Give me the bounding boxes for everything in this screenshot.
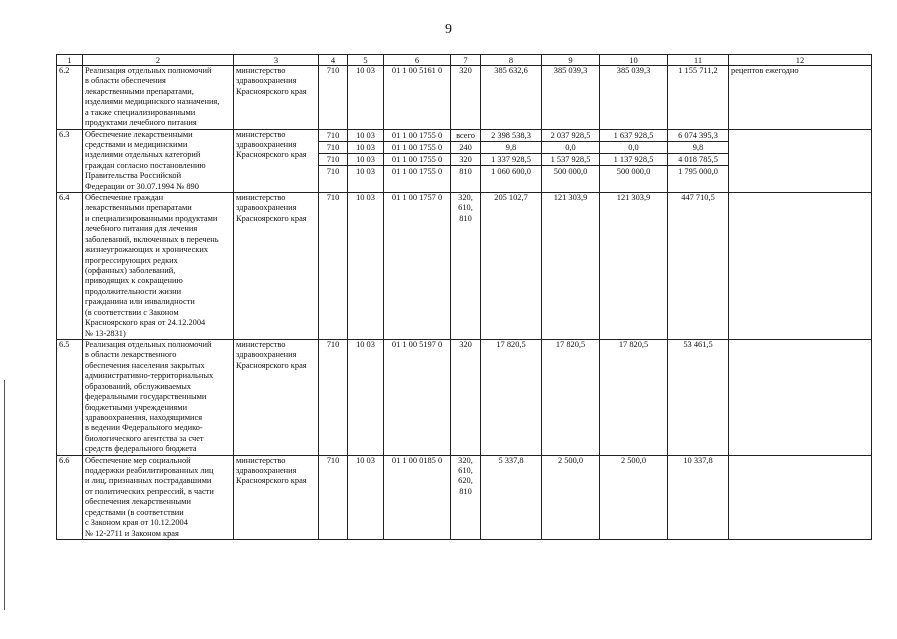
grbs-value: 710 — [326, 66, 340, 75]
rzpr-cell — [348, 129, 384, 193]
y1-cell — [481, 455, 542, 539]
agency-cell-line: здравоохранения — [236, 139, 297, 149]
header-cell: 11 — [668, 55, 729, 66]
grbs-value: 710 — [326, 455, 340, 465]
y2-value: 500 000,0 — [553, 166, 588, 176]
csr-value: 01 1 00 1755 0 — [391, 166, 443, 176]
description-cell-line: лекарственными препаратами — [85, 203, 192, 213]
y2-value: 1 537 928,5 — [542, 154, 599, 166]
description-cell-line: бюджетными учреждениями — [85, 402, 188, 412]
description-cell-line: Красноярского края от 24.12.2004 — [85, 318, 206, 328]
csr-value: 01 1 00 0185 0 — [391, 455, 443, 465]
description-cell — [83, 339, 234, 455]
description-cell-line: обеспечения лекарственными — [85, 497, 191, 507]
csr-cell — [384, 66, 451, 130]
rzpr-value: 10 03 — [356, 455, 375, 465]
header-cell: 8 — [481, 55, 542, 66]
margin-line — [4, 380, 5, 610]
grbs-value: 710 — [319, 130, 347, 142]
description-cell-line: Обеспечение граждан — [85, 193, 164, 203]
agency-cell-line: Красноярского края — [236, 360, 307, 370]
vr-cell — [451, 129, 481, 193]
budget-table — [56, 54, 872, 540]
csr-value: 01 1 00 5161 0 — [391, 66, 443, 75]
y2-cell — [542, 339, 600, 455]
y3-cell — [600, 339, 668, 455]
description-cell-line: граждан согласно постановлению — [85, 160, 206, 170]
header-cell: 6 — [384, 55, 451, 66]
rzpr-value: 10 03 — [348, 154, 383, 166]
csr-cell — [384, 129, 451, 193]
csr-cell — [384, 339, 451, 455]
grbs-cell — [319, 193, 348, 340]
description-cell-line: федеральными государственными — [85, 392, 207, 402]
table-row — [57, 339, 872, 455]
y3-value: 2 500,0 — [620, 455, 647, 465]
total-cell — [668, 66, 729, 130]
grbs-cell — [319, 339, 348, 455]
description-cell-line: Обеспечение лекарственными — [85, 129, 193, 139]
description-cell-line: (в соответствии с Законом — [85, 307, 179, 317]
row-id — [57, 455, 83, 539]
row-id — [57, 66, 83, 130]
description-cell-line: в ведении Федерального медико- — [85, 423, 203, 433]
vr-value: 810 — [459, 486, 472, 496]
description-cell-line: приводящих к сокращению — [85, 276, 183, 286]
vr-value: 620, — [458, 476, 473, 486]
rzpr-cell — [348, 339, 384, 455]
y1-value: 1 060 600,0 — [491, 166, 531, 176]
description-cell-line: изделиями отдельных категорий — [85, 150, 201, 160]
vr-value: 810 — [459, 213, 472, 223]
description-cell-line: административно-территориальных — [85, 371, 214, 381]
agency-cell — [234, 193, 319, 340]
agency-cell-line: Красноярского края — [236, 213, 307, 223]
agency-cell — [234, 66, 319, 130]
header-cell: 4 — [319, 55, 348, 66]
y1-value: 17 820,5 — [496, 339, 526, 349]
y2-value: 2 500,0 — [557, 455, 584, 465]
agency-cell-line: здравоохранения — [236, 203, 297, 213]
rzpr-cell — [348, 455, 384, 539]
grbs-value: 710 — [326, 193, 340, 203]
table-row — [57, 455, 872, 539]
description-cell-line: лекарственными препаратами, — [85, 86, 194, 96]
y1-cell — [481, 193, 542, 340]
agency-cell-line: здравоохранения — [236, 466, 297, 476]
agency-cell-line: министерство — [236, 129, 286, 139]
vr-value: 610, — [458, 466, 473, 476]
note-cell — [729, 339, 872, 455]
y2-value: 17 820,5 — [555, 339, 586, 349]
rzpr-value: 10 03 — [348, 130, 383, 142]
description-cell-line: лечебного питания для лечения — [85, 224, 198, 234]
y1-value: 9,8 — [481, 142, 541, 154]
y3-value: 121 303,9 — [616, 193, 651, 203]
y1-value: 5 337,8 — [498, 455, 524, 465]
vr-value: 320, — [458, 193, 473, 203]
vr-value: 240 — [451, 142, 480, 154]
row-id-text: 6.3 — [59, 129, 70, 139]
description-cell-line: средств федерального бюджета — [85, 444, 197, 454]
csr-value: 01 1 00 1757 0 — [391, 193, 443, 203]
vr-value: 320 — [459, 66, 472, 75]
note-text: рецептов ежегодно — [731, 66, 799, 75]
vr-value: 320, — [458, 455, 473, 465]
description-cell-line: продолжительности жизни — [85, 286, 182, 296]
total-value: 9,8 — [668, 142, 728, 154]
header-cell: 1 — [57, 55, 83, 66]
description-cell-line: № 13-2831) — [85, 328, 126, 338]
description-cell-line: от политических репрессий, в части — [85, 486, 214, 496]
grbs-cell — [319, 129, 348, 193]
description-cell-line: средствами (в соответствии — [85, 507, 184, 517]
vr-cell — [451, 455, 481, 539]
description-cell-line: заболеваний, включенных в перечень — [85, 234, 219, 244]
agency-cell-line: Красноярского края — [236, 86, 307, 96]
note-cell — [729, 455, 872, 539]
y2-cell — [542, 193, 600, 340]
row-id-text: 6.6 — [59, 455, 70, 465]
csr-value: 01 1 00 1755 0 — [384, 130, 450, 142]
rzpr-value: 10 03 — [348, 142, 383, 154]
description-cell-line: Обеспечение мер социальной — [85, 455, 191, 465]
vr-value: 320 — [451, 154, 480, 166]
vr-cell — [451, 339, 481, 455]
agency-cell-line: здравоохранения — [236, 350, 297, 360]
y1-value: 2 398 538,3 — [481, 130, 541, 142]
description-cell-line: с Законом края от 10.12.2004 — [85, 518, 188, 528]
row-id-text: 6.2 — [59, 66, 70, 75]
agency-cell-line: министерство — [236, 66, 286, 75]
description-cell-line: продуктами лечебного питания — [85, 118, 197, 128]
row-id — [57, 339, 83, 455]
rzpr-value: 10 03 — [356, 339, 375, 349]
y1-value: 1 337 928,5 — [481, 154, 541, 166]
y3-value: 0,0 — [600, 142, 667, 154]
total-value: 10 337,8 — [683, 455, 713, 465]
description-cell-line: здравоохранения, находящимися — [85, 412, 203, 422]
agency-cell — [234, 455, 319, 539]
rzpr-cell — [348, 193, 384, 340]
agency-cell-line: министерство — [236, 193, 286, 203]
header-cell: 7 — [451, 55, 481, 66]
grbs-cell — [319, 455, 348, 539]
grbs-cell — [319, 66, 348, 130]
csr-value: 01 1 00 5197 0 — [391, 339, 443, 349]
description-cell-line: № 12-2711 и Законом края — [85, 528, 179, 538]
y1-value: 205 102,7 — [494, 193, 528, 203]
vr-cell — [451, 66, 481, 130]
total-value: 1 795 000,0 — [678, 166, 718, 176]
total-value: 1 155 711,2 — [678, 66, 718, 75]
y2-value: 0,0 — [542, 142, 599, 154]
y3-value: 1 137 928,5 — [600, 154, 667, 166]
total-value: 447 710,5 — [681, 193, 715, 203]
description-cell-line: поддержки реабилитированных лиц — [85, 466, 214, 476]
note-cell — [729, 129, 872, 193]
description-cell-line: гражданина или инвалидности — [85, 297, 195, 307]
rzpr-cell — [348, 66, 384, 130]
description-cell — [83, 455, 234, 539]
csr-value: 01 1 00 1755 0 — [384, 154, 450, 166]
total-cell — [668, 339, 729, 455]
note-cell — [729, 193, 872, 340]
agency-cell — [234, 129, 319, 193]
description-cell-line: прогрессирующих редких — [85, 255, 178, 265]
header-row — [57, 55, 872, 66]
description-cell — [83, 66, 234, 130]
y3-value: 500 000,0 — [616, 166, 651, 176]
grbs-value: 710 — [319, 154, 347, 166]
header-cell: 3 — [234, 55, 319, 66]
rzpr-value: 10 03 — [356, 193, 375, 203]
description-cell — [83, 193, 234, 340]
row-id — [57, 193, 83, 340]
header-cell: 2 — [83, 55, 234, 66]
y2-value: 121 303,9 — [553, 193, 588, 203]
description-cell-line: Правительства Российской — [85, 171, 182, 181]
rzpr-value: 10 03 — [356, 166, 375, 176]
vr-value: всего — [451, 130, 480, 142]
description-cell-line: в области обеспечения — [85, 76, 166, 86]
y1-value: 385 632,6 — [494, 66, 528, 75]
table-row — [57, 129, 872, 193]
csr-value: 01 1 00 1755 0 — [384, 142, 450, 154]
description-cell-line: биологического агентства за счет — [85, 433, 204, 443]
rzpr-value: 10 03 — [356, 66, 375, 75]
description-cell-line: Реализация отдельных полномочий — [85, 66, 212, 75]
csr-cell — [384, 455, 451, 539]
total-value: 53 461,5 — [683, 339, 713, 349]
total-value: 6 074 395,3 — [668, 130, 728, 142]
table-row — [57, 193, 872, 340]
description-cell-line: и специализированными продуктами — [85, 213, 218, 223]
row-id-text: 6.5 — [59, 339, 70, 349]
y2-cell — [542, 129, 600, 193]
description-cell-line: образований, обслуживаемых — [85, 381, 192, 391]
grbs-value: 710 — [326, 166, 340, 176]
y1-cell — [481, 66, 542, 130]
y1-cell — [481, 339, 542, 455]
description-cell-line: (орфанных) заболеваний, — [85, 266, 176, 276]
description-cell-line: Федерации от 30.07.1994 № 890 — [85, 181, 199, 191]
grbs-value: 710 — [326, 339, 340, 349]
row-id-text: 6.4 — [59, 193, 70, 203]
y3-cell — [600, 66, 668, 130]
header-cell: 5 — [348, 55, 384, 66]
agency-cell-line: министерство — [236, 339, 286, 349]
header-cell: 10 — [600, 55, 668, 66]
description-cell — [83, 129, 234, 193]
description-cell-line: обеспечения населения закрытых — [85, 360, 205, 370]
description-cell-line: средствами и медицинскими — [85, 139, 188, 149]
y3-cell — [600, 193, 668, 340]
y3-value: 385 039,3 — [616, 66, 651, 75]
vr-value: 610, — [458, 203, 473, 213]
description-cell-line: жизнеугрожающих и хронических — [85, 245, 209, 255]
y3-cell — [600, 455, 668, 539]
y2-value: 385 039,3 — [553, 66, 588, 75]
total-cell — [668, 193, 729, 340]
description-cell-line: изделиями медицинского назначения, — [85, 97, 220, 107]
total-cell — [668, 455, 729, 539]
vr-value: 320 — [459, 339, 472, 349]
csr-cell — [384, 193, 451, 340]
vr-value: 810 — [459, 166, 472, 176]
total-value: 4 018 785,5 — [668, 154, 728, 166]
description-cell-line: и лиц, признанных пострадавшими — [85, 476, 212, 486]
header-cell: 12 — [729, 55, 872, 66]
y3-cell — [600, 129, 668, 193]
description-cell-line: в области лекарственного — [85, 350, 177, 360]
agency-cell-line: Красноярского края — [236, 476, 307, 486]
y2-cell — [542, 66, 600, 130]
vr-cell — [451, 193, 481, 340]
row-id — [57, 129, 83, 193]
agency-cell-line: здравоохранения — [236, 76, 297, 86]
page-number: 9 — [445, 22, 452, 37]
y2-cell — [542, 455, 600, 539]
y2-value: 2 037 928,5 — [542, 130, 599, 142]
description-cell-line: а также специализированными — [85, 107, 196, 117]
table-row — [57, 66, 872, 130]
grbs-value: 710 — [319, 142, 347, 154]
note-cell — [729, 66, 872, 130]
agency-cell-line: Красноярского края — [236, 150, 307, 160]
agency-cell-line: министерство — [236, 455, 286, 465]
agency-cell — [234, 339, 319, 455]
y3-value: 17 820,5 — [618, 339, 649, 349]
header-cell: 9 — [542, 55, 600, 66]
total-cell — [668, 129, 729, 193]
description-cell-line: Реализация отдельных полномочий — [85, 339, 212, 349]
y3-value: 1 637 928,5 — [600, 130, 667, 142]
y1-cell — [481, 129, 542, 193]
